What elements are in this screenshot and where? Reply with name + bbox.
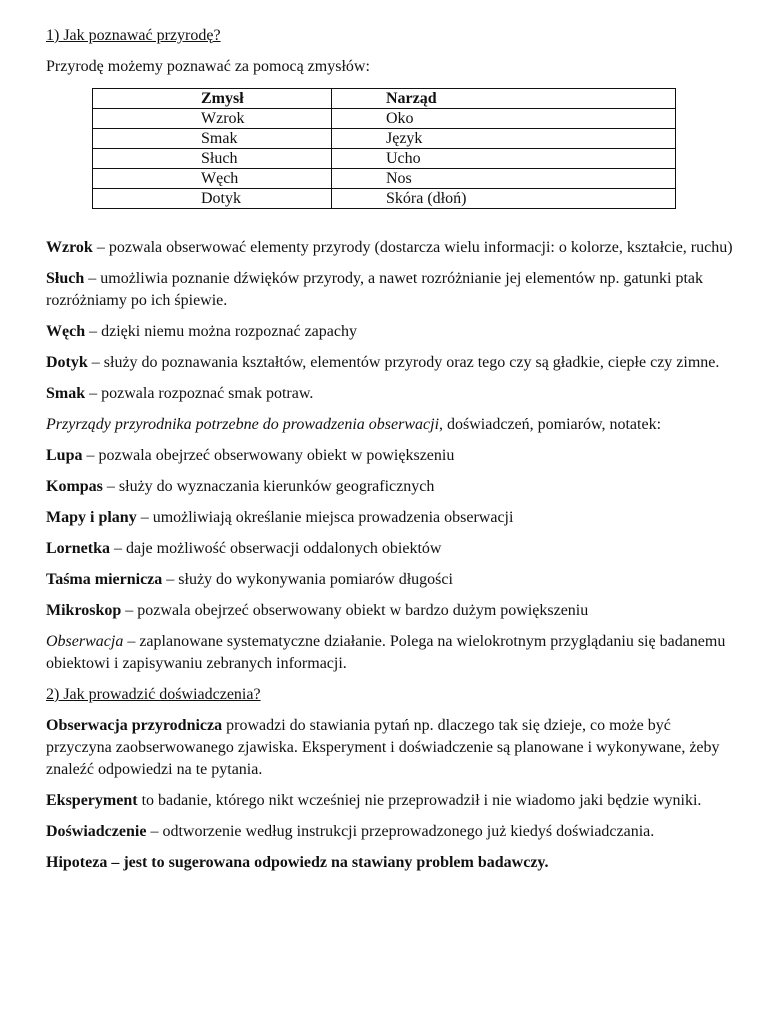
sense-paragraph-sight (46, 237, 736, 259)
tools-intro-italic: Przyrządy przyrodnika potrzebne do prowadzenia obserwacji (46, 416, 440, 433)
tools-intro (46, 414, 736, 436)
table-row (93, 109, 676, 129)
term: Kompas (46, 478, 103, 495)
table-header-organ: Narząd (332, 89, 676, 109)
section-1-heading: 1) Jak poznawać przyrodę? (46, 27, 221, 44)
definition: – służy do wykonywania pomiarów długości (162, 571, 453, 588)
tool-paragraph-compass (46, 476, 736, 498)
table-cell-sense: Smak (93, 129, 332, 149)
hypothesis-text: Hipoteza – jest to sugerowana odpowiedz na stawiany problem badawczy. (46, 854, 549, 871)
definition: – pozwala rozpoznać smak potraw. (85, 385, 314, 402)
table-cell-organ: Język (332, 129, 676, 149)
sense-paragraph-hearing (46, 268, 736, 312)
table-cell-organ: Nos (332, 169, 676, 189)
term: Smak (46, 385, 86, 402)
definition: – umożliwia poznanie dźwięków przyrody, a nawet rozróżnianie jej elementów np. gatunki ptak rozróżniamy po ich śpiewie. (46, 270, 703, 309)
definition: – zaplanowane systematyczne działanie. Polega na wielokrotnym przyglądaniu się badanemu obiektowi i zapisywaniu zebranych informacji. (46, 633, 726, 672)
tool-paragraph-microscope (46, 600, 736, 622)
term: Wzrok (46, 239, 93, 256)
definition: to badanie, którego nikt wcześniej nie przeprowadził i nie wiadomo jaki będzie wyniki. (137, 792, 702, 809)
term: Słuch (46, 270, 85, 287)
table-cell-sense: Węch (93, 169, 332, 189)
section-2-heading: 2) Jak prowadzić doświadczenia? (46, 686, 261, 703)
table-header-sense: Zmysł (93, 89, 332, 109)
table-cell-sense: Dotyk (93, 189, 332, 209)
table-row (93, 129, 676, 149)
term: Mikroskop (46, 602, 122, 619)
table-row (93, 169, 676, 189)
definition: – odtworzenie według instrukcji przeprowadzonego już kiedyś doświadczania. (146, 823, 655, 840)
hypothesis-paragraph (46, 852, 736, 874)
table-cell-organ: Ucho (332, 149, 676, 169)
definition: – służy do wyznaczania kierunków geograficznych (102, 478, 435, 495)
definition: – pozwala obejrzeć obserwowany obiekt w powiększeniu (82, 447, 455, 464)
table-header-row (93, 89, 676, 109)
sense-paragraph-touch (46, 352, 736, 374)
term: Lornetka (46, 540, 110, 557)
tool-paragraph-tape (46, 569, 736, 591)
definition: – umożliwiają określanie miejsca prowadzenia obserwacji (136, 509, 514, 526)
table-row (93, 189, 676, 209)
sense-paragraph-taste (46, 383, 736, 405)
term: Taśma miernicza (46, 571, 163, 588)
term: Obserwacja przyrodnicza (46, 717, 223, 734)
definition: – dzięki niemu można rozpoznać zapachy (85, 323, 357, 340)
definition: – pozwala obserwować elementy przyrody (dostarcza wielu informacji: o kolorze, kształcie, ruchu) (92, 239, 733, 256)
table-cell-organ: Skóra (dłoń) (332, 189, 676, 209)
experiment-paragraph-doswiadczenie (46, 821, 736, 843)
table-cell-sense: Słuch (93, 149, 332, 169)
term: Lupa (46, 447, 83, 464)
experiment-paragraph-observation (46, 715, 736, 781)
definition: – daje możliwość obserwacji oddalonych obiektów (110, 540, 442, 557)
term: Węch (46, 323, 86, 340)
definition: prowadzi do stawiania pytań np. dlaczego tak się dzieje, co może być przyczyna zaobserwowanego zjawiska. Eksperyment i doświadczenie są planowane i wykonywane, żeby znaleźć odpowiedzi na te pytania. (46, 717, 720, 778)
definition: – służy do poznawania kształtów, elementów przyrody oraz tego czy są gładkie, ciepłe czy zimne. (87, 354, 720, 371)
experiment-paragraph-experiment (46, 790, 736, 812)
definition: – pozwala obejrzeć obserwowany obiekt w bardzo dużym powiększeniu (121, 602, 589, 619)
observation-paragraph (46, 631, 736, 675)
sense-paragraph-smell (46, 321, 736, 343)
term: Eksperyment (46, 792, 138, 809)
tools-intro-rest: , doświadczeń, pomiarów, notatek: (439, 416, 662, 433)
term: Obserwacja (46, 633, 124, 650)
document-page (46, 25, 736, 883)
tool-paragraph-binoculars (46, 538, 736, 560)
tool-paragraph-maps (46, 507, 736, 529)
senses-table (92, 88, 676, 209)
table-row (93, 149, 676, 169)
section-1-intro: Przyrodę możemy poznawać za pomocą zmysłów: (46, 58, 370, 75)
tool-paragraph-magnifier (46, 445, 736, 467)
term: Mapy i plany (46, 509, 137, 526)
table-cell-organ: Oko (332, 109, 676, 129)
term: Doświadczenie (46, 823, 147, 840)
table-cell-sense: Wzrok (93, 109, 332, 129)
term: Dotyk (46, 354, 88, 371)
